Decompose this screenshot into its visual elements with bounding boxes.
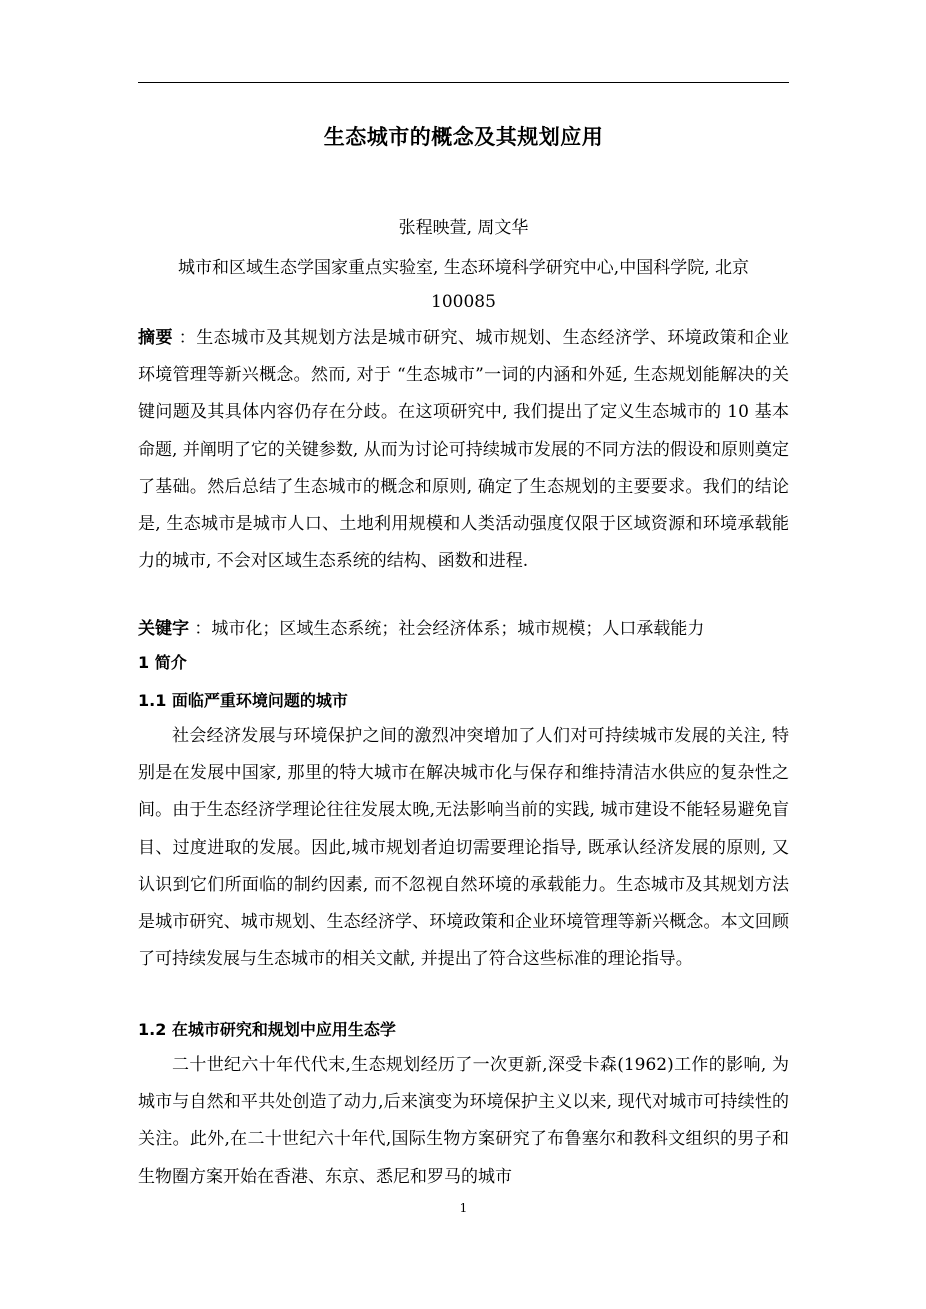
header-rule bbox=[138, 82, 789, 83]
abstract bbox=[138, 320, 789, 580]
keywords-label: 关键字 bbox=[138, 619, 189, 639]
abstract-text: ：生态城市及其规划方法是城市研究、城市规划、生态经济学、环境政策和企业环境管理等新兴概念。然而, 对于 “生态城市”一词的内涵和外延, 生态规划能解决的关键问题及其具体内容仍存在分歧。在这项研究中, 我们提出了定义生态城市的 10 基本命题, 并阐明了它的关键参数, 从而为讨论可持续城市发展的不同方法的假设和原则奠定了基础。然后总结了生态城市的概念和原则, 确定了生态规划的主要要求。我们的结论是, 生态城市是城市人口、土地利用规模和人类活动强度仅限于区域资源和环境承载能力的城市, 不会对区域生态系统的结构、函数和进程. bbox=[138, 328, 790, 572]
section-1-1-heading: 1.1 面临严重环境问题的城市 bbox=[138, 691, 348, 710]
section-1-1-paragraph: 社会经济发展与环境保护之间的激烈冲突增加了人们对可持续城市发展的关注, 特别是在发展中国家, 那里的特大城市在解决城市化与保存和维持清洁水供应的复杂性之间。由于生态经济学理论往往发展太晚,无法影响当前的实践, 城市建设不能轻易避免盲目、过度进取的发展。因此,城市规划者迫切需要理论指导, 既承认经济发展的原则, 又认识到它们所面临的制约因素, 而不忽视自然环境的承载能力。生态城市及其规划方法是城市研究、城市规划、生态经济学、环境政策和企业环境管理等新兴概念。本文回顾了可持续发展与生态城市的相关文献, 并提出了符合这些标准的理论指导。 bbox=[138, 726, 789, 970]
abstract-label: 摘要 bbox=[138, 328, 173, 348]
authors: 张程映萱, 周文华 bbox=[398, 218, 529, 238]
paper-title: 生态城市的概念及其规划应用 bbox=[323, 125, 604, 149]
affiliation-line-1: 城市和区域生态学国家重点实验室, 生态环境科学研究中心,中国科学院, 北京 bbox=[177, 258, 750, 278]
section-1-2-paragraph: 二十世纪六十年代代末,生态规划经历了一次更新,深受卡森(1962)工作的影响, 为城市与自然和平共处创造了动力,后来演变为环境保护主义以来, 现代对城市可持续性的关注。此外,在二十世纪六十年代,国际生物方案研究了布鲁塞尔和教科文组织的男子和生物圈方案开始在香港、东京、悉尼和罗马的城市 bbox=[138, 1055, 789, 1187]
keywords bbox=[138, 611, 789, 648]
keywords-text: ：城市化；区域生态系统；社会经济体系；城市规模；人口承载能力 bbox=[189, 619, 705, 639]
page-number: 1 bbox=[459, 1201, 468, 1215]
section-1-heading: 1 简介 bbox=[138, 653, 187, 672]
section-1-2-heading: 1.2 在城市研究和规划中应用生态学 bbox=[138, 1020, 396, 1039]
affiliation-line-2: 100085 bbox=[431, 292, 496, 312]
